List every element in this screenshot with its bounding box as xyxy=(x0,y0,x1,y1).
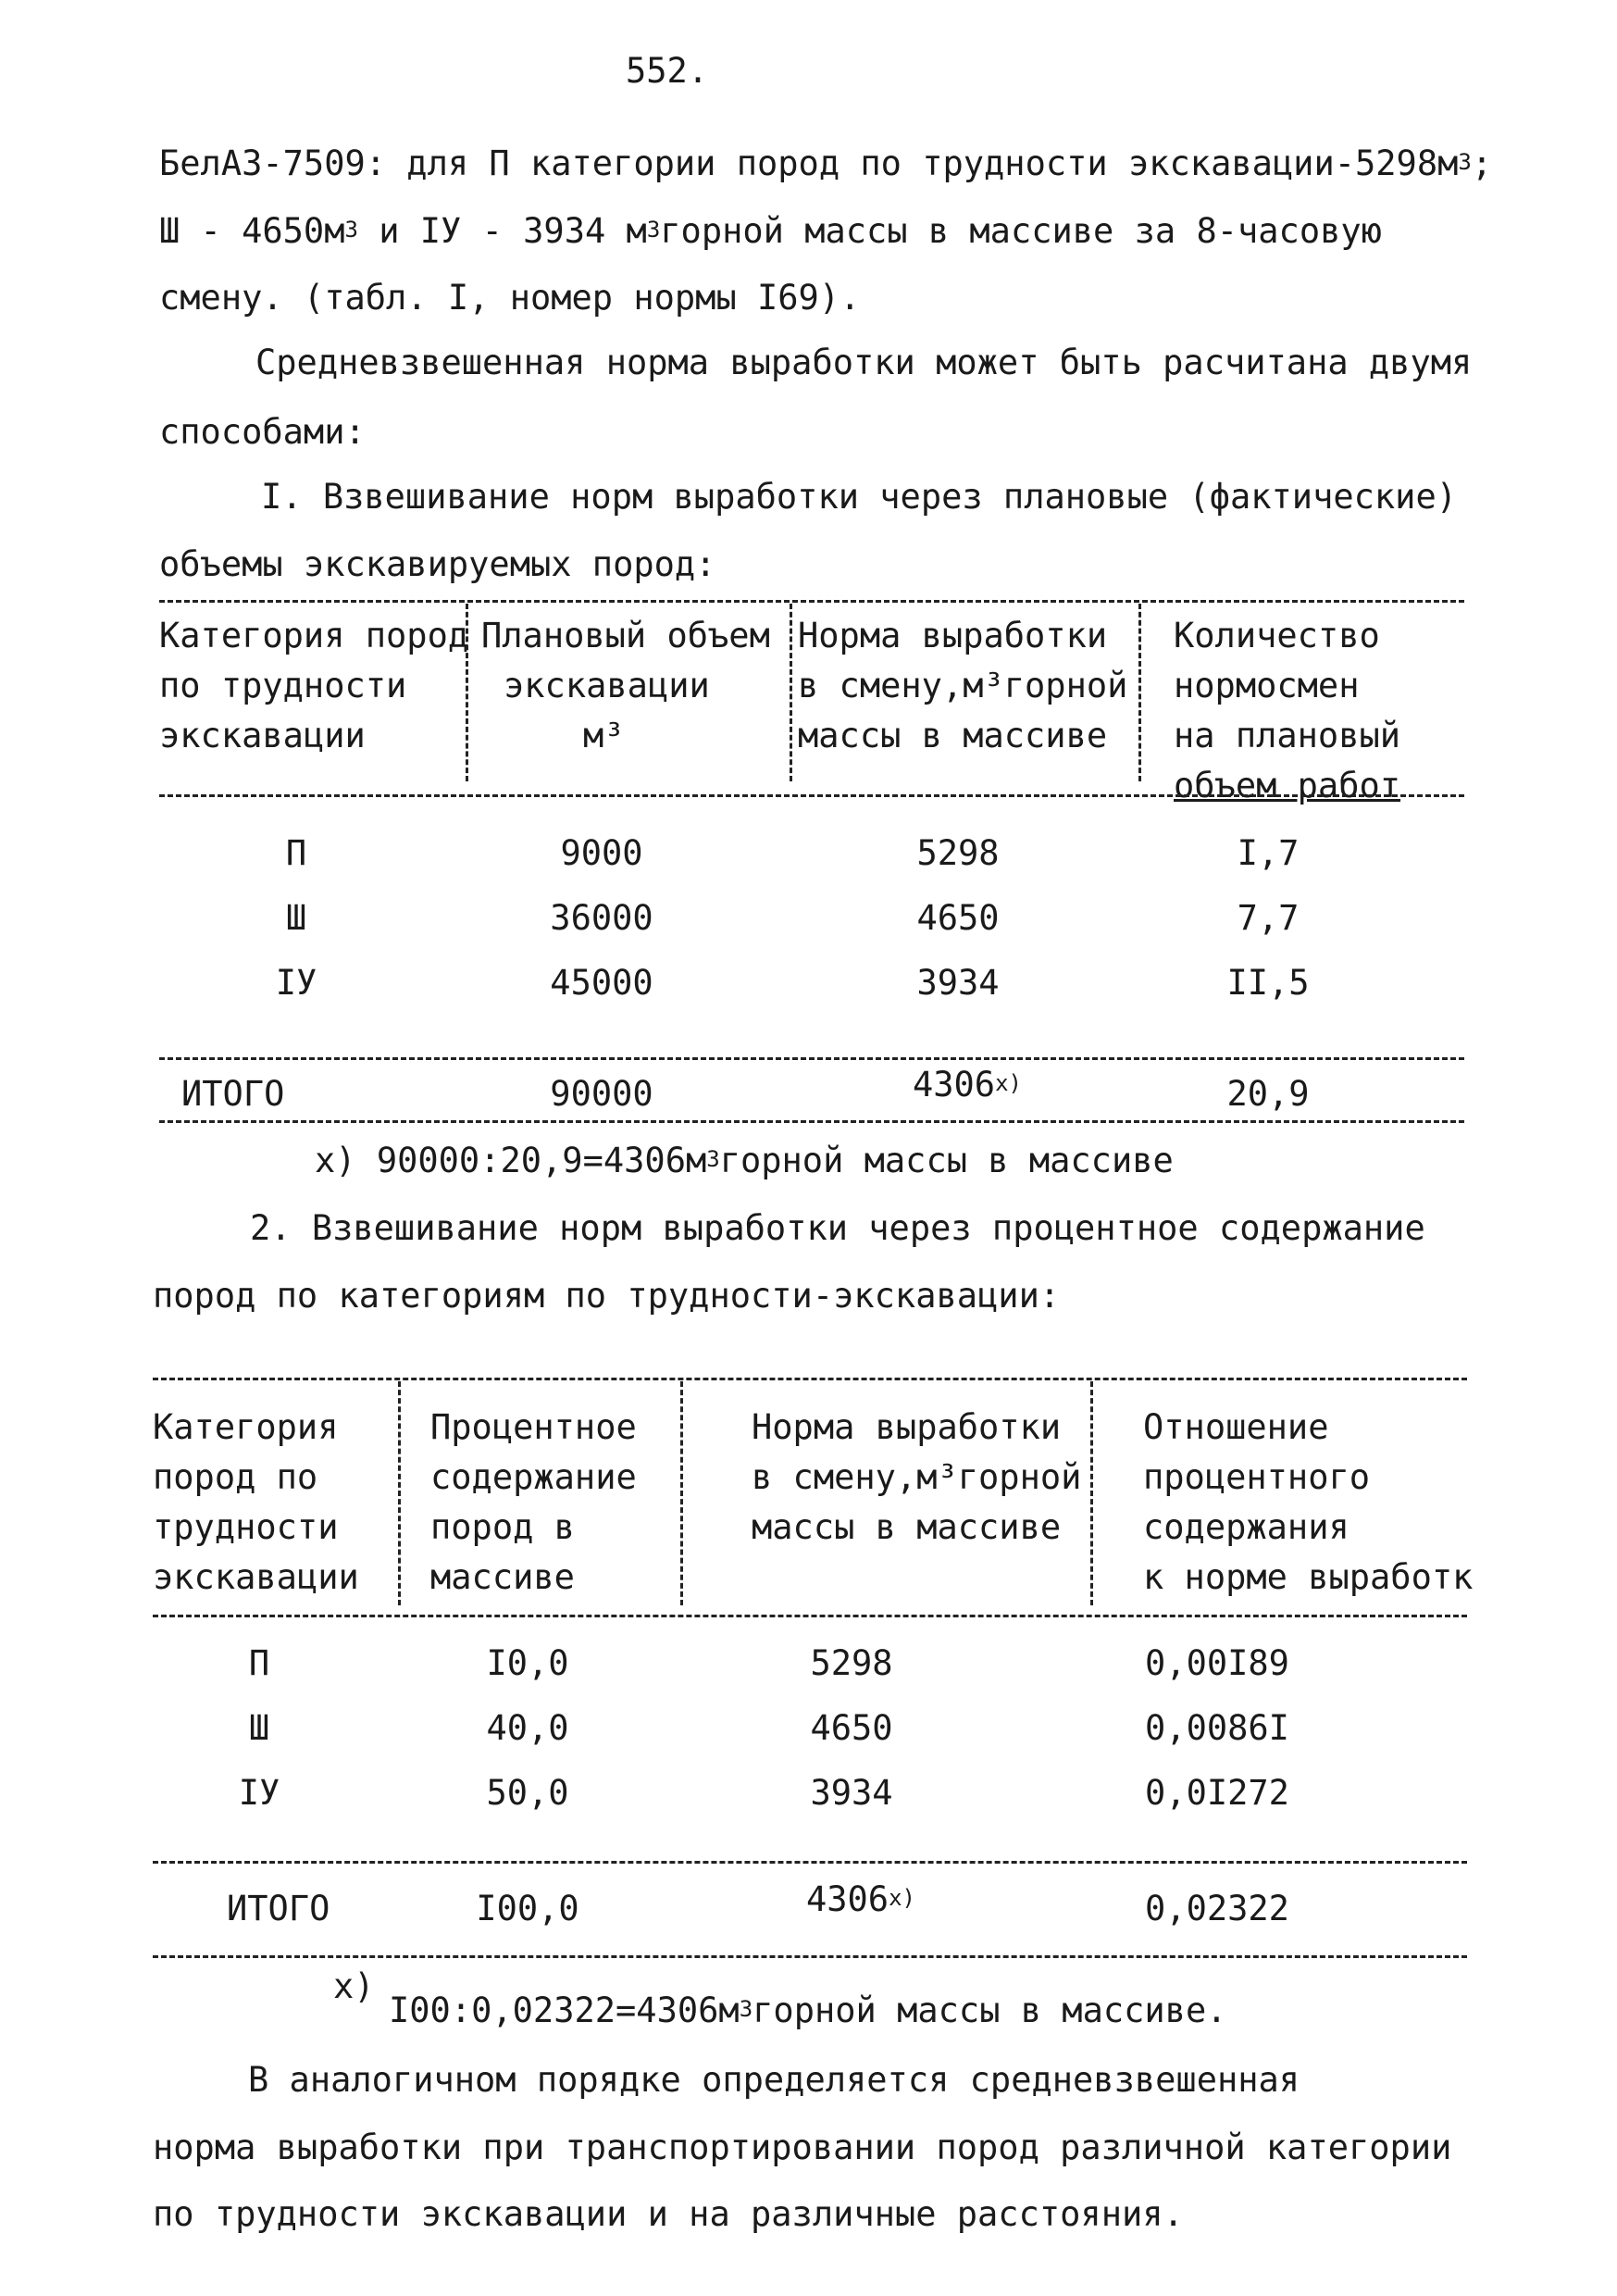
table2-cell: Ш xyxy=(248,1708,270,1748)
table1-cell: Ш xyxy=(285,898,307,938)
intro-line-3: смену. (табл. I, номер нормы I69). xyxy=(159,278,861,318)
para1-line-1: Средневзвешенная норма выработки может быть расчитана двумя xyxy=(255,343,1473,382)
table1-cell: 45000 xyxy=(550,963,653,1003)
table1-header-rule xyxy=(159,794,1464,797)
table1-total-top-rule xyxy=(159,1057,1464,1060)
table1-cell: 4650 xyxy=(916,898,1000,938)
table1-bottom-rule xyxy=(159,1120,1464,1123)
table2-cell: П xyxy=(248,1643,270,1683)
table1-cell: 36000 xyxy=(550,898,653,938)
table1-col-divider-3 xyxy=(1138,604,1141,781)
table2-bottom-rule xyxy=(153,1955,1467,1958)
table1-header-category: Категория пород по трудности экскавации xyxy=(159,616,469,755)
table1-cell: 3934 xyxy=(916,963,1000,1003)
intro-line-2: Ш - $4650м^3$ и IУ - 3934 $м^3горной$ массы в массиве за 8-часовую xyxy=(159,211,1382,251)
table2-cell: 5298 xyxy=(810,1643,893,1683)
table2-col-divider-2 xyxy=(680,1381,683,1605)
table2-cell: I0,0 xyxy=(486,1643,569,1683)
closing-line-1: В аналогичном порядке определяется средневзвешенная xyxy=(248,2060,1300,2100)
table2-cell: 0,0I272 xyxy=(1145,1773,1289,1813)
method2-line-2: пород по категориям по трудности-экскавации: xyxy=(153,1276,1061,1316)
table2-total-percent: I00,0 xyxy=(476,1889,579,1928)
table2-header-ratio: Отношение процентного содержания к норме выработк xyxy=(1143,1407,1474,1597)
table1-footnote: x) $90000:20,9=4306м^3горной$ массы в массиве xyxy=(315,1141,1174,1180)
table2-cell: 0,0086I xyxy=(1145,1708,1289,1748)
table1-top-rule xyxy=(159,600,1464,603)
method1-line-2: объемы экскавируемых пород: xyxy=(159,544,716,584)
table2-cell: 40,0 xyxy=(486,1708,569,1748)
table1-cell: 9000 xyxy=(560,833,643,873)
intro-line-1: БелАЗ-7509: для П категории пород по трудности экскавации-$5298м^3$; xyxy=(159,144,1493,183)
table1-cell: П xyxy=(285,833,307,873)
table1-cell: IУ xyxy=(275,963,317,1003)
table2-total-top-rule xyxy=(153,1861,1467,1864)
table2-total-label: ИТОГО xyxy=(227,1889,330,1928)
table1-header-shifts: Количество нормосмен на плановый объем работ xyxy=(1174,616,1401,805)
table2-footnote: $I00:0,02322=4306м^3горной$ массы в массиве. xyxy=(389,1990,1227,2030)
closing-line-3: по трудности экскавации и на различные расстояния. xyxy=(153,2194,1184,2234)
table2-header-category: Категория пород по трудности экскавации xyxy=(153,1407,359,1597)
table2-cell: IУ xyxy=(238,1773,280,1813)
page-number: 552. xyxy=(626,51,709,91)
table1-total-shifts: 20,9 xyxy=(1226,1074,1310,1114)
table2-top-rule xyxy=(153,1378,1467,1380)
method2-line-1: 2. Взвешивание норм выработки через процентное содержание xyxy=(250,1208,1425,1248)
table1-header-volume: Плановый объем экскавации м³ xyxy=(481,616,770,755)
table2-cell: 0,00I89 xyxy=(1145,1643,1289,1683)
para1-line-2: способами: xyxy=(159,412,366,452)
table2-col-divider-1 xyxy=(398,1381,401,1605)
table2-cell: 3934 xyxy=(810,1773,893,1813)
table2-header-rule xyxy=(153,1615,1467,1617)
table1-total-norm: 4306$^{x)}$ xyxy=(912,1065,1022,1104)
table1-total-label: ИТОГО xyxy=(181,1074,285,1114)
table1-cell: 7,7 xyxy=(1237,898,1300,938)
table2-total-ratio: 0,02322 xyxy=(1145,1889,1289,1928)
table2-footnote-mark: x) xyxy=(333,1966,375,2006)
table1-cell: I,7 xyxy=(1237,833,1300,873)
table2-header-percent: Процентное содержание пород в массиве xyxy=(430,1407,637,1597)
table2-col-divider-3 xyxy=(1090,1381,1093,1605)
closing-line-2: норма выработки при транспортировании пород различной категории xyxy=(153,2128,1452,2167)
table1-header-norm: Норма выработки в смену,м³горной массы в массиве xyxy=(798,616,1128,755)
table2-total-norm: 4306$^{x)}$ xyxy=(805,1879,915,1919)
table1-cell: II,5 xyxy=(1226,963,1310,1003)
table2-cell: 4650 xyxy=(810,1708,893,1748)
table1-total-volume: 90000 xyxy=(550,1074,653,1114)
table1-col-divider-2 xyxy=(790,604,792,781)
table1-cell: 5298 xyxy=(916,833,1000,873)
table2-cell: 50,0 xyxy=(486,1773,569,1813)
method1-line-1: I. Взвешивание норм выработки через плановые (фактические) xyxy=(261,477,1458,517)
table2-header-norm: Норма выработки в смену,м³горной массы в массиве xyxy=(752,1407,1082,1547)
